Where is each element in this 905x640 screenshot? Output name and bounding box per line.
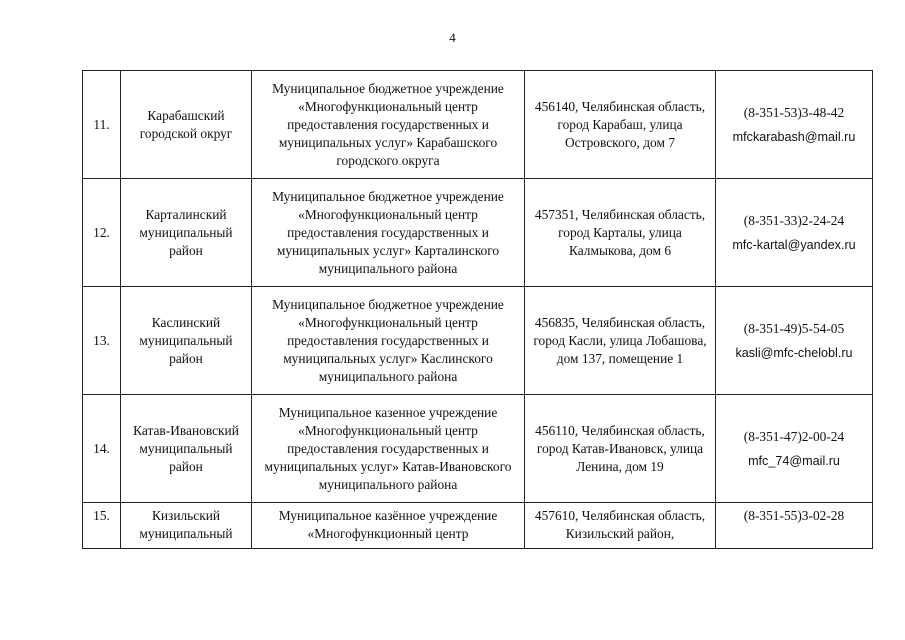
organization-name: Муниципальное казённое учреждение «Многофункционный центр bbox=[252, 503, 525, 549]
municipality-name: Каслинский муниципальный район bbox=[121, 287, 252, 395]
table-row bbox=[83, 503, 873, 549]
email-address[interactable]: kasli@mfc-chelobl.ru bbox=[735, 345, 853, 360]
postal-address: 456110, Челябинская область, город Катав-Ивановск, улица Ленина, дом 19 bbox=[525, 395, 716, 503]
email-address[interactable]: mfckarabash@mail.ru bbox=[732, 129, 856, 144]
municipality-name: Карталинский муниципальный район bbox=[121, 179, 252, 287]
phone-number: (8-351-53)3-48-42 bbox=[743, 104, 845, 120]
row-number: 12. bbox=[83, 179, 121, 287]
row-number: 11. bbox=[83, 71, 121, 179]
contacts-cell bbox=[716, 287, 873, 395]
postal-address: 456835, Челябинская область, город Касли, улица Лобашова, дом 137, помещение 1 bbox=[525, 287, 716, 395]
postal-address: 457610, Челябинская область, Кизильский район, bbox=[525, 503, 716, 549]
municipality-name: Карабашский городской округ bbox=[121, 71, 252, 179]
table-row bbox=[83, 287, 873, 395]
email-address[interactable]: mfc_74@mail.ru bbox=[748, 453, 840, 468]
contacts-cell bbox=[716, 395, 873, 503]
organization-name: Муниципальное бюджетное учреждение «Многофункциональный центр предоставления государственных и муниципальных услуг» Карталинского муниципального района bbox=[252, 179, 525, 287]
phone-number: (8-351-33)2-24-24 bbox=[743, 212, 845, 228]
postal-address: 457351, Челябинская область, город Карталы, улица Калмыкова, дом 6 bbox=[525, 179, 716, 287]
page-number: 4 bbox=[449, 30, 456, 45]
row-number: 15. bbox=[83, 503, 121, 549]
table-row bbox=[83, 395, 873, 503]
phone-number: (8-351-55)3-02-28 bbox=[743, 508, 845, 523]
organization-name: Муниципальное бюджетное учреждение «Многофункциональный центр предоставления государственных и муниципальных услуг» Карабашского городского округа bbox=[252, 71, 525, 179]
organization-name: Муниципальное бюджетное учреждение «Многофункциональный центр предоставления государственных и муниципальных услуг» Каслинского муниципального района bbox=[252, 287, 525, 395]
contacts-cell bbox=[716, 179, 873, 287]
municipality-name: Кизильский муниципальный bbox=[121, 503, 252, 549]
organization-name: Муниципальное казенное учреждение «Многофункциональный центр предоставления государственных и муниципальных услуг» Катав-Ивановского муниципального района bbox=[252, 395, 525, 503]
mfc-registry-table bbox=[82, 70, 873, 549]
contacts-cell bbox=[716, 503, 873, 549]
row-number: 13. bbox=[83, 287, 121, 395]
contacts-cell bbox=[716, 71, 873, 179]
phone-number: (8-351-49)5-54-05 bbox=[743, 320, 845, 336]
email-address[interactable]: mfc-kartal@yandex.ru bbox=[732, 237, 856, 252]
row-number: 14. bbox=[83, 395, 121, 503]
phone-number: (8-351-47)2-00-24 bbox=[743, 428, 845, 444]
table-row bbox=[83, 71, 873, 179]
municipality-name: Катав-Ивановский муниципальный район bbox=[121, 395, 252, 503]
postal-address: 456140, Челябинская область, город Карабаш, улица Островского, дом 7 bbox=[525, 71, 716, 179]
table-row bbox=[83, 179, 873, 287]
